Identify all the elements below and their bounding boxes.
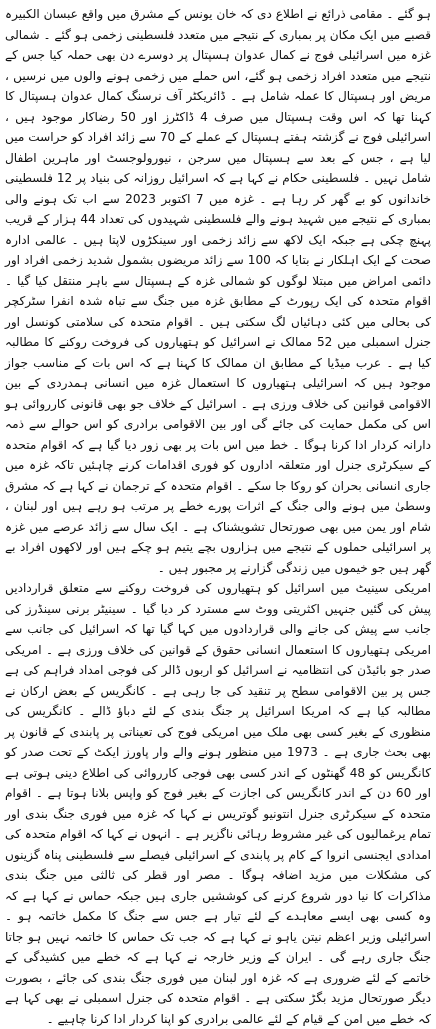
article-paragraph-1: ہو گئے ۔ مقامی ذرائع نے اطلاع دی کہ خان یونس کے مشرق میں واقع عبسان الکبیرہ قصبے میں ایک مکان پر بمباری کے نتیجے میں متعدد فلسطینی زخمی ہو گئے ۔ شمالی غزہ میں اسرائیلی فوج نے کمال عدوان ہسپتال پر دوسرے دن بھی حملہ کیا جس کے نتیجے میں متعدد افراد زخمی ہو گئے، اس حملے میں زخمی ہونے والوں میں نرسیں ، مریض اور ہسپتال کا عملہ شامل ہے ۔ ڈائریکٹر آف نرسنگ کمال عدوان ہسپتال کا کہنا تھا کہ اس وقت ہسپتال میں صرف 4 ڈاکٹرز اور 50 رضاکار موجود ہیں ، اسرائیلی فوج نے گزشتہ ہفتے ہسپتال کے عملے کے 70 سے زائد افراد کو حراست میں لیا ہے ، جس کے بعد سے ہسپتال میں سرجن ، نیورولوجسٹ اور ماہرین اطفال شامل نہیں ۔ فلسطینی حکام نے کہا ہے کہ اسرائیل روزانہ کی بنیاد پر 12 فلسطینی خاندانوں کو بے گھر کر رہا ہے ۔ غزہ میں 7 اکتوبر 2023 سے اب تک ہونے والی بمباری کے نتیجے میں شہید ہونے والے فلسطینی شہیدوں کی تعداد 44 ہزار کے قریب پہنچ چکی ہے جبکہ ایک لاکھ سے زائد زخمی اور سینکڑوں لاپتا ہیں ۔ عالمی ادارہ صحت کے ایک اہلکار نے بتایا کہ 100 سے زائد مریضوں بشمول شدید زخمی افراد اور دائمی امراض میں مبتلا لوگوں کو شمالی غزہ کے ہسپتال سے باہر منتقل کیا گیا ۔ اقوام متحدہ کی ایک رپورٹ کے مطابق غزہ میں جنگ سے تباہ شدہ انفرا سٹرکچر کی بحالی میں کئی دہائیاں لگ سکتی ہیں ۔ اقوام متحدہ کی سلامتی کونسل اور جنرل اسمبلی میں 52 ممالک نے اسرائیل کو ہتھیاروں کی فروخت روکنے کا مطالبہ کیا ہے ۔ عرب میڈیا کے مطابق ان ممالک کا کہنا ہے کہ اس بات کے مناسب جواز موجود ہیں کہ اسرائیلی ہتھیاروں کا استعمال غزہ میں انسانی ہمدردی کے بین الاقوامی قوانین کی خلاف ورزی ہے ۔ اسرائیل کے خلاف جو بھی قانونی کارروائی ہو اس کی مکمل حمایت کی جائے گی اور بین الاقوامی برادری کو اس حوالے سے ذمہ دارانہ کردار ادا کرنا ہوگا ۔ خط میں اس بات پر بھی زور دیا گیا ہے کہ اقوام متحدہ کے سیکرٹری جنرل اور متعلقہ اداروں کو فوری اقدامات کرنے چاہئیں تاکہ غزہ میں جاری انسانی بحران کو روکا جا سکے ۔ اقوام متحدہ کے ترجمان نے کہا ہے کہ مشرق وسطیٰ میں ہونے والی جنگ کے اثرات پورے خطے پر مرتب ہو رہے ہیں اور لبنان ، شام اور یمن میں بھی صورتحال تشویشناک ہے ۔ ایک سال سے زائد عرصے میں غزہ پر اسرائیلی حملوں کے نتیجے میں ہزاروں بچے یتیم ہو چکے ہیں اور لاکھوں افراد بے گھر ہیں جو خیموں میں زندگی گزارنے پر مجبور ہیں ۔ xyxy=(5,7,432,575)
news-article-body xyxy=(5,4,431,1029)
article-paragraph-2: امریکی سینیٹ میں اسرائیل کو ہتھیاروں کی فروخت روکنے سے متعلق قراردادیں پیش کی گئیں جنہیں اکثریتی ووٹ سے مسترد کر دیا گیا ۔ سینیٹر برنی سینڈرز کی جانب سے پیش کی جانے والی قراردادوں میں کہا گیا تھا کہ اسرائیل کی جانب سے امریکی ہتھیاروں کا استعمال انسانی حقوق کے قوانین کی خلاف ورزی ہے ۔ امریکی صدر جو بائیڈن کی انتظامیہ نے اسرائیل کو اربوں ڈالر کی فوجی امداد فراہم کی ہے جس پر بین الاقوامی سطح پر تنقید کی جا رہی ہے ۔ کانگریس کے بعض ارکان نے مطالبہ کیا ہے کہ امریکا اسرائیل پر جنگ بندی کے لئے دباؤ ڈالے ۔ کانگریس کی منظوری کے بغیر کسی بھی ملک میں امریکی فوج کی تعیناتی پر پابندی کے قانون پر بھی بحث جاری ہے ۔ 1973 میں منظور ہونے والے وار پاورز ایکٹ کے تحت صدر کو کانگریس کو 48 گھنٹوں کے اندر کسی بھی فوجی کارروائی کی اطلاع دینی ہوتی ہے اور 60 دن کے اندر کانگریس کی اجازت کے بغیر فوج کو واپس بلانا ہوتا ہے ۔ اقوام متحدہ کے سیکرٹری جنرل انتونیو گوتریس نے کہا کہ غزہ میں فوری جنگ بندی اور تمام یرغمالیوں کی غیر مشروط رہائی ناگزیر ہے ۔ انہوں نے کہا کہ اقوام متحدہ کی امدادی ایجنسی انروا کے کام پر پابندی کے اسرائیلی فیصلے سے فلسطینی پناہ گزینوں کی مشکلات میں مزید اضافہ ہوگا ۔ مصر اور قطر کی ثالثی میں جنگ بندی مذاکرات کا نیا دور شروع کرنے کی کوششیں جاری ہیں جبکہ حماس نے کہا ہے کہ وہ کسی بھی ایسے معاہدے کے لئے تیار ہے جس سے جنگ کا مکمل خاتمہ ہو ۔ اسرائیلی وزیر اعظم نیتن یاہو نے کہا ہے کہ جب تک حماس کا خاتمہ نہیں ہو جاتا جنگ جاری رہے گی ۔ ایران کے وزیر خارجہ نے کہا ہے کہ خطے میں کشیدگی کے خاتمے کے لئے ضروری ہے کہ غزہ اور لبنان میں فوری جنگ بندی کی جائے ، بصورت دیگر صورتحال مزید بگڑ سکتی ہے ۔ اقوام متحدہ کی جنرل اسمبلی نے بھی کہا ہے کہ خطے میں امن کے قیام کے لئے عالمی برادری کو اپنا کردار ادا کرنا چاہیے ۔ xyxy=(5,581,432,1026)
